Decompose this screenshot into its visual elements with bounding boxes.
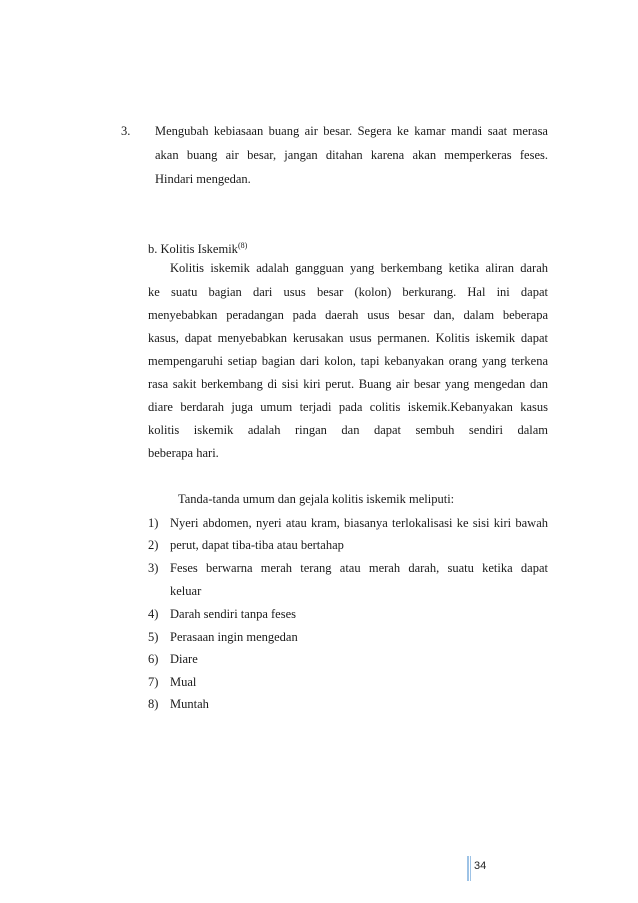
list-item: Diare	[170, 652, 198, 666]
paragraph-line-3: menyebabkan peradangan pada daerah usus besar dan, dalam beberapa	[148, 308, 548, 322]
list-item: Perasaan ingin mengedan	[170, 630, 298, 644]
paragraph-line-6: rasa sakit berkembang di sisi kiri perut. Buang air besar yang mengedan dan	[148, 377, 548, 391]
list-number: 2)	[148, 538, 159, 552]
list-number: 8)	[148, 697, 159, 711]
symptoms-intro: Tanda-tanda umum dan gejala kolitis iskemik meliputi:	[178, 492, 455, 506]
section-b-heading: b. Kolitis Iskemik$^{(8)}$	[148, 241, 248, 256]
list-number: 4)	[148, 607, 159, 621]
list-item: Feses berwarna merah terang atau merah darah, suatu ketika dapat	[170, 561, 548, 575]
page-number: 34	[474, 860, 487, 872]
list-number: 3)	[148, 561, 159, 575]
paragraph-line-2: ke suatu bagian dari usus besar (kolon) berkurang. Hal ini dapat	[148, 285, 548, 299]
paragraph-line-1: Kolitis iskemik adalah gangguan yang berkembang ketika aliran darah	[170, 261, 548, 275]
page-number-rule	[467, 856, 469, 881]
paragraph-line-9: beberapa hari.	[148, 446, 219, 460]
paragraph-line-7: diare berdarah juga umum terjadi pada colitis iskemik.Kebanyakan kasus	[148, 400, 548, 414]
item-3-line-2: akan buang air besar, jangan ditahan karena akan memperkeras feses.	[155, 148, 548, 162]
paragraph-line-5: mempengaruhi setiap bagian dari kolon, tapi kebanyakan orang yang terkena	[148, 354, 548, 368]
page-number-rule-secondary	[470, 856, 471, 881]
list-number: 7)	[148, 675, 159, 689]
list-item: Nyeri abdomen, nyeri atau kram, biasanya terlokalisasi ke sisi kiri bawah	[170, 516, 548, 530]
list-item: Darah sendiri tanpa feses	[170, 607, 296, 621]
list-item: Muntah	[170, 697, 209, 711]
citation-superscript: (8)	[237, 241, 248, 250]
paragraph-line-4: kasus, dapat menyebabkan kerusakan usus permanen. Kolitis iskemik dapat	[148, 331, 548, 345]
item-3-number: 3.	[121, 124, 131, 138]
list-item: perut, dapat tiba-tiba atau bertahap	[170, 538, 344, 552]
list-item: Mual	[170, 675, 197, 689]
list-number: 1)	[148, 516, 159, 530]
list-number: 5)	[148, 630, 159, 644]
list-item-continuation: keluar	[170, 584, 202, 598]
item-3-line-1: Mengubah kebiasaan buang air besar. Segera ke kamar mandi saat merasa	[155, 124, 548, 138]
paragraph-line-8: kolitis iskemik adalah ringan dan dapat sembuh sendiri dalam	[148, 423, 548, 437]
list-number: 6)	[148, 652, 159, 666]
item-3-line-3: Hindari mengedan.	[155, 172, 251, 186]
